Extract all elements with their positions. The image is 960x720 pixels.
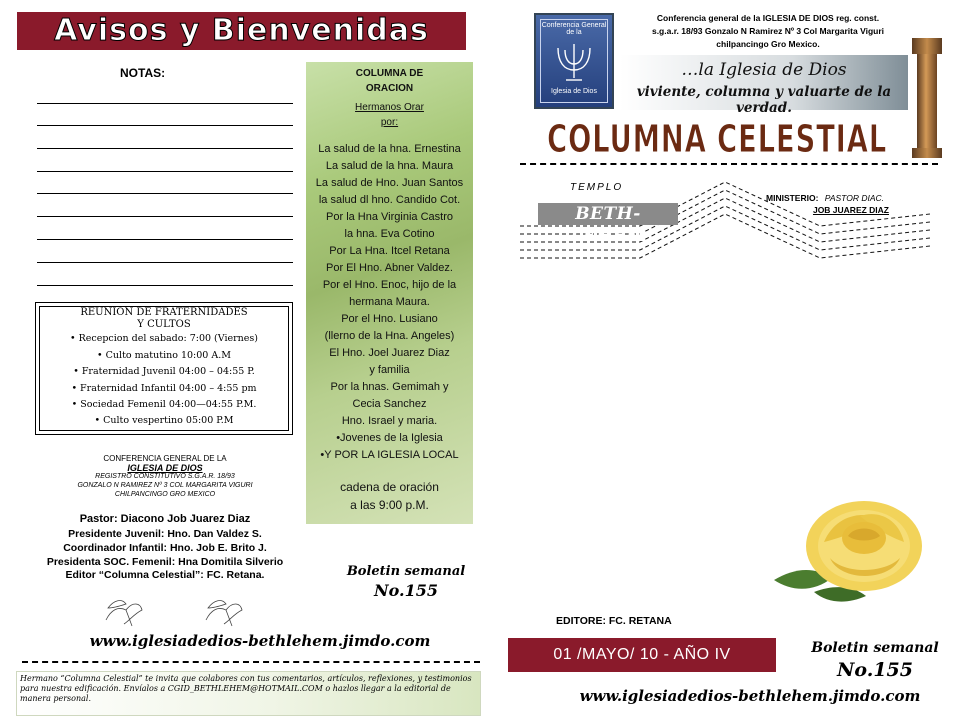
- conference-header: chilpancingo Gro Mexico.: [716, 39, 820, 49]
- notices-banner-title: Avisos y Bienvenidas: [54, 13, 429, 48]
- editor-credit: EDITORE: FC. RETANA: [556, 615, 672, 627]
- temple-name: BETH-LEHEM: [538, 203, 678, 225]
- prayer-item: La salud de la hna. Maura: [325, 160, 454, 172]
- prayer-chain-time: a las 9:00 p.M.: [350, 498, 429, 512]
- schedule-item: • Culto vespertino 05:00 P.M: [94, 415, 234, 426]
- schedule-item: • Culto matutino 10:00 A.M: [97, 350, 231, 361]
- prayer-item: Por La Hna. Itcel Retana: [329, 245, 450, 257]
- temple-label: TEMPLO: [570, 182, 624, 193]
- conference-city: CHILPANCINGO GRO MEXICO: [114, 491, 216, 498]
- conference-registry: REGISTRO CONSTITUTIVO S.G.A.R. 18/93: [95, 473, 235, 480]
- prayer-title: COLUMNA DE: [355, 68, 424, 79]
- schedule-item: • Fraternidad Juvenil 04:00 – 04:55 P.: [73, 366, 255, 377]
- conference-church: IGLESIA DE DIOS: [127, 463, 203, 473]
- prayer-item: Por El Hno. Abner Valdez.: [326, 262, 453, 274]
- prayer-title: ORACION: [365, 83, 414, 94]
- conference-name: CONFERENCIA GENERAL DE LA: [103, 454, 227, 463]
- dashed-divider: [22, 661, 480, 663]
- schedule-item: • Fraternidad Infantil 04:00 – 4:55 pm: [71, 383, 257, 394]
- staff-children-coordinator: Coordinador Infantil: Hno. Job E. Brito J.: [63, 542, 267, 554]
- prayer-subtitle: Hermanos Orar: [355, 102, 424, 113]
- rose-image: [754, 488, 944, 613]
- bulletin-label: Boletin semanal: [811, 640, 939, 656]
- prayer-item: •Y POR LA IGLESIA LOCAL: [320, 449, 459, 461]
- prayer-item: (llerno de la Hna. Angeles): [324, 330, 455, 342]
- ministry-row: [766, 193, 936, 203]
- conference-header: Conferencia general de la IGLESIA DE DIOS reg. const.: [656, 13, 880, 23]
- conference-header: s.g.a.r. 18/93 Gonzalo N Ramirez Nº 3 Col Margarita Viguri: [651, 26, 885, 36]
- staff-women-president: Presidenta SOC. Femenil: Hna Domitila Silverio: [46, 556, 284, 568]
- prayer-item: El Hno. Joel Juarez Diaz: [329, 347, 450, 359]
- prayer-item: Por la hnas. Gemimah y: [330, 381, 449, 393]
- candelabra-icon: [548, 40, 600, 84]
- fraternity-title: REUNION DE FRATERNIDADES: [80, 307, 248, 318]
- bulletin-label: Boletin semanal: [346, 564, 466, 579]
- prayer-chain: cadena de oración: [340, 480, 439, 494]
- note-line[interactable]: [37, 239, 293, 240]
- logo-caption-top: Conferencia General de la: [541, 22, 607, 36]
- prayer-item: Cecia Sanchez: [352, 398, 427, 410]
- website-link[interactable]: www.iglesiadedios-bethlehem.jimdo.com: [579, 687, 921, 705]
- note-line[interactable]: [37, 125, 293, 126]
- prayer-subtitle: por:: [380, 117, 399, 128]
- website-link[interactable]: www.iglesiadedios-bethlehem.jimdo.com: [89, 632, 431, 650]
- schedule-item: • Sociedad Femenil 04:00—04:55 P.M.: [71, 399, 257, 410]
- conference-address: GONZALO N RAMIREZ Nº 3 COL MARGARITA VIGURI: [77, 482, 253, 489]
- bulletin-number: No.155: [374, 581, 438, 600]
- note-line[interactable]: [37, 103, 293, 104]
- prayer-item: Por la Hna Virginia Castro: [326, 211, 453, 223]
- flower-doodle-icon: [96, 590, 256, 630]
- note-line[interactable]: [37, 171, 293, 172]
- prayer-item: La salud de Hno. Juan Santos: [315, 177, 464, 189]
- newsletter-title: [542, 112, 892, 162]
- ministry-label: MINISTERIO:: [766, 193, 819, 203]
- staff-youth-president: Presidente Juvenil: Hno. Dan Valdez S.: [68, 528, 262, 540]
- slogan-line: …la Iglesia de Dios: [681, 60, 847, 80]
- logo-caption-bottom: Iglesia de Dios: [551, 88, 597, 95]
- bulletin-number: No.155: [837, 659, 913, 681]
- issue-date: 01 /MAYO/ 10 - AÑO IV: [508, 638, 776, 672]
- pillar-icon: [912, 38, 942, 54]
- note-line[interactable]: [37, 262, 293, 263]
- prayer-item: La salud de la hna. Ernestina: [318, 143, 461, 155]
- note-line[interactable]: [37, 216, 293, 217]
- staff-pastor: Pastor: Diacono Job Juarez Diaz: [79, 513, 251, 525]
- pillar-shaft: [917, 54, 937, 150]
- fraternity-title: Y CULTOS: [137, 319, 191, 330]
- slogan-line: viviente, columna y valuarte de la verdad.: [636, 84, 892, 116]
- ministry-name: JOB JUAREZ DIAZ: [812, 205, 890, 215]
- prayer-item: Por el Hno. Lusiano: [341, 313, 438, 325]
- contact-text: Hermano “Columna Celestial” te invita que colabores con tus comentarios, artículos, reflexiones, y testimonios para nuestra edificación. Envíalos a CGID_BETHLEHEM@HOTMAIL.COM o hazlos llegar a la editorial de manera personal.: [20, 674, 472, 703]
- prayer-item: la hna. Eva Cotino: [344, 228, 435, 240]
- note-line[interactable]: [37, 148, 293, 149]
- prayer-item: Por el Hno. Enoc, hijo de la: [322, 279, 457, 291]
- schedule-item: • Recepcion del sabado: 7:00 (Viernes): [70, 333, 258, 344]
- pillar-base: [912, 148, 942, 158]
- staff-editor: Editor “Columna Celestial”: FC. Retana.: [65, 569, 265, 581]
- ministry-value: PASTOR DIAC.: [824, 193, 884, 203]
- prayer-item: Hno. Israel y maria.: [341, 415, 438, 427]
- newsletter-title-text: COLUMNA CELESTIAL: [547, 117, 887, 161]
- prayer-item: •Jovenes de la Iglesia: [336, 432, 443, 444]
- prayer-item: y familia: [369, 364, 410, 376]
- prayer-item: hermana Maura.: [349, 296, 430, 308]
- note-line[interactable]: [37, 285, 293, 286]
- prayer-item: la salud dl hno. Candido Cot.: [318, 194, 461, 206]
- note-line[interactable]: [37, 193, 293, 194]
- notes-label: NOTAS:: [120, 66, 166, 80]
